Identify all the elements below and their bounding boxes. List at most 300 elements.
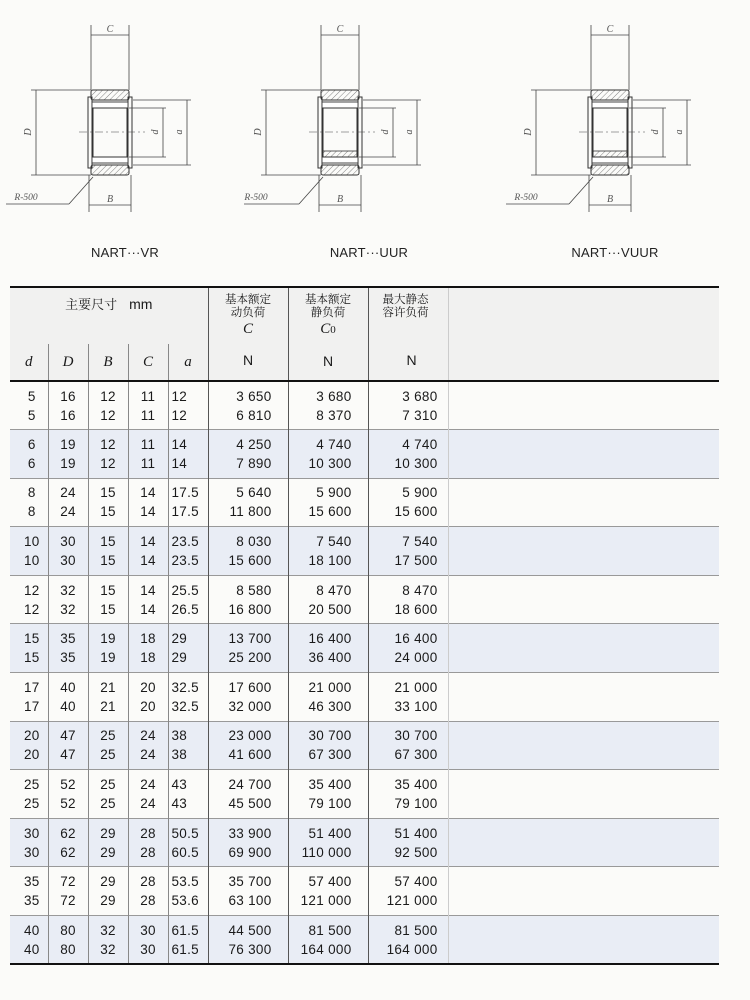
cell-value: 14 — [171, 455, 188, 471]
cell-value: 12 — [23, 582, 40, 598]
table-row — [10, 430, 719, 479]
side-washer-left — [588, 97, 592, 168]
cell-d — [10, 527, 48, 576]
cell-d — [10, 575, 48, 624]
cell-D — [48, 916, 88, 965]
cell-value: 23.5 — [171, 534, 199, 550]
cell-value: 32 — [100, 941, 116, 957]
outer-ring-top — [321, 90, 359, 100]
cell-value: 30 — [23, 825, 40, 841]
cell-value: 30 — [23, 844, 40, 860]
cell-value: 80 — [60, 941, 76, 957]
cell-empty — [448, 721, 719, 770]
cell-value: 25 — [23, 796, 40, 812]
cell-value: 8 370 — [316, 407, 352, 423]
cell-value: 14 — [140, 553, 156, 569]
cell-a — [168, 624, 208, 673]
cell-value: 5 640 — [236, 485, 272, 501]
cell-value: 92 500 — [394, 844, 438, 860]
cell-value: 8 470 — [316, 582, 352, 598]
cell-empty — [448, 770, 719, 819]
cell-value: 7 310 — [402, 407, 438, 423]
cell-value: 12 — [100, 407, 116, 423]
cell-value: 62 — [60, 844, 76, 860]
cell-value: 15 — [100, 485, 116, 501]
cell-d — [10, 770, 48, 819]
cell-max-static-load — [368, 818, 448, 867]
cell-value: 61.5 — [171, 941, 199, 957]
cell-value: 8 580 — [236, 582, 272, 598]
cell-value: 50.5 — [171, 825, 199, 841]
outer-ring-top — [91, 90, 129, 100]
cell-value: 3 650 — [236, 388, 272, 404]
cell-a — [168, 575, 208, 624]
cell-value: 51 400 — [308, 825, 352, 841]
label-b: B — [106, 194, 114, 205]
cell-value: 24 — [140, 777, 156, 793]
cell-d — [10, 673, 48, 722]
bearing-diagram-vr — [0, 0, 250, 240]
cell-value: 57 400 — [308, 874, 352, 890]
cell-value: 18 — [140, 631, 156, 647]
label-b: B — [336, 194, 344, 205]
table-row — [10, 867, 719, 916]
cell-value: 16 — [60, 407, 76, 423]
cell-value: 6 — [27, 436, 36, 452]
cell-value: 32 — [100, 922, 116, 938]
cell-value: 38 — [171, 747, 188, 763]
cell-d — [10, 430, 48, 479]
cell-value: 76 300 — [228, 941, 272, 957]
cell-value: 35 — [60, 631, 76, 647]
bearing-spec-table — [10, 286, 719, 965]
cell-C — [128, 673, 168, 722]
outer-ring-top — [591, 90, 629, 100]
header-static-load-line1: 基本额定 — [305, 294, 352, 306]
header-D: D — [48, 344, 88, 381]
cell-D — [48, 430, 88, 479]
cell-value: 4 740 — [402, 436, 438, 452]
cell-value: 25 200 — [228, 650, 272, 666]
cell-value: 19 — [100, 631, 116, 647]
cell-value: 20 — [23, 728, 40, 744]
cell-value: 11 — [140, 455, 156, 471]
label-small-d: d — [380, 129, 391, 135]
cell-value: 18 600 — [394, 601, 438, 617]
cell-max-static-load — [368, 721, 448, 770]
cell-dynamic-load — [208, 478, 288, 527]
cell-value: 18 100 — [308, 553, 352, 569]
table-row — [10, 673, 719, 722]
cell-d — [10, 624, 48, 673]
cell-value: 29 — [100, 893, 116, 909]
outer-ring-bottom — [591, 165, 629, 175]
cell-B — [88, 381, 128, 430]
cell-static-load — [288, 478, 368, 527]
cell-max-static-load — [368, 624, 448, 673]
inner-ring — [593, 108, 627, 157]
cell-value: 11 — [140, 436, 156, 452]
cell-empty — [448, 381, 719, 430]
cell-static-load — [288, 721, 368, 770]
cell-value: 32 — [60, 601, 76, 617]
label-big-d: D — [253, 128, 264, 136]
cell-value: 53.5 — [171, 874, 199, 890]
cell-value: 35 400 — [394, 777, 438, 793]
cell-d — [10, 381, 48, 430]
cell-value: 25.5 — [171, 582, 199, 598]
cell-value: 14 — [140, 534, 156, 550]
cell-value: 25 — [100, 796, 116, 812]
cell-value: 62 — [60, 825, 76, 841]
cell-value: 16 800 — [228, 601, 272, 617]
outer-ring-bottom — [321, 165, 359, 175]
cell-value: 28 — [140, 825, 156, 841]
cell-d — [10, 916, 48, 965]
cell-static-load — [288, 430, 368, 479]
cell-value: 5 900 — [316, 485, 352, 501]
cell-value: 67 300 — [308, 747, 352, 763]
cell-value: 18 — [140, 650, 156, 666]
cell-value: 16 — [60, 388, 76, 404]
cell-C — [128, 818, 168, 867]
cell-value: 41 600 — [228, 747, 272, 763]
cell-d — [10, 478, 48, 527]
cell-value: 52 — [60, 796, 76, 812]
cell-C — [128, 916, 168, 965]
cell-value: 35 — [23, 893, 40, 909]
needle-roller-top — [592, 102, 628, 108]
table-row — [10, 381, 719, 430]
cell-value: 19 — [60, 455, 76, 471]
cell-value: 14 — [171, 436, 188, 452]
cell-value: 20 — [140, 698, 156, 714]
cell-max-static-load — [368, 575, 448, 624]
cell-value: 3 680 — [402, 388, 438, 404]
cell-value: 21 000 — [394, 679, 438, 695]
cell-value: 14 — [140, 485, 156, 501]
cell-value: 10 300 — [308, 455, 352, 471]
cell-a — [168, 916, 208, 965]
cell-value: 8 470 — [402, 582, 438, 598]
header-dynamic-load-unit: N — [242, 352, 254, 368]
cell-a — [168, 770, 208, 819]
cell-value: 164 000 — [386, 941, 438, 957]
cell-value: 60.5 — [171, 844, 199, 860]
cell-value: 38 — [171, 728, 188, 744]
cell-value: 21 000 — [308, 679, 352, 695]
cell-value: 25 — [100, 728, 116, 744]
table-row — [10, 527, 719, 576]
cell-max-static-load — [368, 867, 448, 916]
cell-value: 11 800 — [229, 504, 272, 520]
cell-value: 40 — [60, 698, 76, 714]
cell-max-static-load — [368, 770, 448, 819]
cell-C — [128, 478, 168, 527]
cell-value: 30 700 — [394, 728, 438, 744]
cell-value: 5 900 — [402, 485, 438, 501]
cell-value: 121 000 — [386, 893, 438, 909]
cell-empty — [448, 818, 719, 867]
header-main-dimensions — [10, 287, 208, 344]
side-washer-left — [88, 97, 92, 168]
cell-B — [88, 867, 128, 916]
cell-value: 28 — [140, 874, 156, 890]
cell-value: 10 — [23, 534, 40, 550]
cell-value: 121 000 — [300, 893, 352, 909]
drawing-nart-vuur — [490, 0, 740, 270]
cell-value: 6 — [27, 455, 36, 471]
header-dynamic-load-line2: 动负荷 — [230, 307, 266, 319]
cell-static-load — [288, 624, 368, 673]
label-radius: R-500 — [14, 193, 38, 203]
cell-value: 110 000 — [301, 844, 352, 860]
cell-value: 5 — [27, 407, 36, 423]
cell-C — [128, 575, 168, 624]
cell-value: 47 — [60, 747, 76, 763]
cell-value: 24 — [140, 796, 156, 812]
header-static-load-line2: 静负荷 — [310, 307, 346, 319]
cell-value: 14 — [140, 601, 156, 617]
cell-value: 15 — [100, 534, 116, 550]
header-dynamic-load-symbol: C — [243, 321, 254, 337]
cell-value: 12 — [100, 436, 116, 452]
cell-B — [88, 527, 128, 576]
cell-D — [48, 867, 88, 916]
header-static-load-symbol: C0 — [320, 321, 336, 337]
cell-empty — [448, 916, 719, 965]
cell-C — [128, 381, 168, 430]
cell-value: 57 400 — [394, 874, 438, 890]
cell-value: 15 600 — [308, 504, 352, 520]
cell-value: 30 — [140, 941, 156, 957]
label-small-d: d — [650, 129, 661, 135]
table-row — [10, 478, 719, 527]
cell-value: 8 030 — [236, 534, 272, 550]
header-dynamic-load-line1: 基本额定 — [225, 294, 272, 306]
table-row — [10, 624, 719, 673]
cell-value: 40 — [23, 922, 40, 938]
cell-value: 17 500 — [394, 553, 438, 569]
cell-value: 16 400 — [394, 631, 438, 647]
cell-value: 26.5 — [171, 601, 199, 617]
cell-value: 46 300 — [308, 698, 352, 714]
cell-value: 24 — [140, 728, 156, 744]
cell-max-static-load — [368, 381, 448, 430]
cell-value: 35 400 — [308, 777, 352, 793]
cell-value: 81 500 — [394, 922, 438, 938]
cell-dynamic-load — [208, 527, 288, 576]
cell-static-load — [288, 527, 368, 576]
cell-B — [88, 478, 128, 527]
header-max-static-load-symbol — [383, 320, 448, 338]
cell-d — [10, 867, 48, 916]
leader-line — [569, 177, 593, 204]
cell-value: 14 — [140, 582, 156, 598]
header-a: a — [168, 344, 208, 381]
cell-value: 35 — [23, 874, 40, 890]
needle-roller-bottom — [592, 157, 628, 163]
cell-a — [168, 867, 208, 916]
cell-B — [88, 818, 128, 867]
cell-dynamic-load — [208, 575, 288, 624]
inner-ring — [323, 108, 357, 157]
label-big-d: D — [23, 128, 34, 136]
cell-value: 7 540 — [316, 534, 352, 550]
cell-max-static-load — [368, 430, 448, 479]
label-radius: R-500 — [514, 193, 538, 203]
outer-ring-bottom — [91, 165, 129, 175]
cell-D — [48, 818, 88, 867]
cell-value: 30 700 — [308, 728, 352, 744]
cell-value: 35 700 — [228, 874, 272, 890]
label-c: C — [336, 24, 344, 35]
cell-value: 29 — [100, 874, 116, 890]
cell-value: 15 600 — [228, 553, 272, 569]
cell-empty — [448, 575, 719, 624]
header-unit-mm: mm — [129, 296, 153, 312]
inner-ring — [93, 108, 127, 157]
cell-value: 43 — [171, 796, 188, 812]
cell-value: 52 — [60, 777, 76, 793]
cell-D — [48, 770, 88, 819]
cell-max-static-load — [368, 527, 448, 576]
cell-value: 15 — [23, 650, 40, 666]
cell-value: 19 — [60, 436, 76, 452]
header-d: d — [10, 344, 48, 381]
cell-value: 47 — [60, 728, 76, 744]
cell-value: 15 — [100, 553, 116, 569]
cell-static-load — [288, 916, 368, 965]
cell-D — [48, 575, 88, 624]
cell-value: 29 — [100, 825, 116, 841]
cell-value: 17 600 — [228, 679, 272, 695]
cell-value: 7 890 — [236, 455, 272, 471]
cell-dynamic-load — [208, 381, 288, 430]
inner-ring-hatch — [593, 151, 627, 157]
cell-value: 28 — [140, 844, 156, 860]
cell-dynamic-load — [208, 673, 288, 722]
needle-roller-bottom — [92, 157, 128, 163]
cell-value: 4 740 — [316, 436, 352, 452]
cell-dynamic-load — [208, 818, 288, 867]
cell-B — [88, 721, 128, 770]
cell-value: 51 400 — [394, 825, 438, 841]
cell-value: 45 500 — [228, 796, 272, 812]
header-static-load — [288, 287, 368, 381]
cell-value: 15 — [100, 504, 116, 520]
cell-value: 32.5 — [171, 679, 199, 695]
cell-B — [88, 673, 128, 722]
cell-static-load — [288, 575, 368, 624]
cell-dynamic-load — [208, 624, 288, 673]
cell-value: 53.6 — [171, 893, 199, 909]
cell-value: 36 400 — [308, 650, 352, 666]
cell-a — [168, 673, 208, 722]
cell-value: 28 — [140, 893, 156, 909]
cell-value: 12 — [171, 388, 188, 404]
drawing-caption: NART···VUUR — [571, 245, 659, 260]
cell-value: 5 — [27, 388, 36, 404]
cell-value: 21 — [100, 679, 116, 695]
cell-value: 30 — [140, 922, 156, 938]
cell-d — [10, 721, 48, 770]
cell-a — [168, 381, 208, 430]
cell-value: 6 810 — [236, 407, 272, 423]
table-body — [10, 381, 719, 964]
cell-C — [128, 867, 168, 916]
cell-max-static-load — [368, 673, 448, 722]
cell-value: 12 — [100, 388, 116, 404]
cell-value: 8 — [27, 504, 36, 520]
cell-value: 12 — [171, 407, 188, 423]
cell-value: 19 — [100, 650, 116, 666]
cell-D — [48, 478, 88, 527]
inner-ring-hatch — [323, 151, 357, 157]
cell-value: 40 — [60, 679, 76, 695]
cell-value: 14 — [140, 504, 156, 520]
cell-value: 25 — [23, 777, 40, 793]
cell-value: 13 700 — [228, 631, 272, 647]
cell-value: 12 — [100, 455, 116, 471]
cell-empty — [448, 478, 719, 527]
cell-value: 30 — [60, 553, 76, 569]
cell-value: 32 — [60, 582, 76, 598]
drawing-nart-uur — [244, 0, 494, 270]
cell-value: 15 — [23, 631, 40, 647]
cell-value: 63 100 — [228, 893, 272, 909]
header-max-static-load — [368, 287, 448, 381]
cell-dynamic-load — [208, 916, 288, 965]
cell-value: 17 — [23, 679, 40, 695]
cell-value: 17 — [23, 698, 40, 714]
table-row — [10, 575, 719, 624]
cell-value: 43 — [171, 777, 188, 793]
drawing-caption: NART···UUR — [329, 245, 409, 260]
label-a: a — [404, 129, 415, 135]
cell-value: 17.5 — [171, 485, 199, 501]
cell-B — [88, 624, 128, 673]
header-B: B — [88, 344, 128, 381]
cell-value: 33 100 — [394, 698, 438, 714]
cell-value: 67 300 — [394, 747, 438, 763]
cell-value: 35 — [60, 650, 76, 666]
cell-value: 15 — [100, 601, 116, 617]
cell-static-load — [288, 381, 368, 430]
cell-B — [88, 770, 128, 819]
header-C: C — [128, 344, 168, 381]
header-empty — [448, 287, 719, 381]
cell-B — [88, 575, 128, 624]
cell-dynamic-load — [208, 430, 288, 479]
cell-static-load — [288, 770, 368, 819]
cell-D — [48, 721, 88, 770]
cell-C — [128, 721, 168, 770]
table-row — [10, 818, 719, 867]
cell-value: 79 100 — [394, 796, 438, 812]
cell-empty — [448, 867, 719, 916]
cell-value: 29 — [171, 631, 188, 647]
cell-value: 29 — [171, 650, 188, 666]
cell-C — [128, 770, 168, 819]
cell-value: 11 — [140, 388, 156, 404]
cell-C — [128, 624, 168, 673]
cell-value: 164 000 — [300, 941, 352, 957]
cell-static-load — [288, 818, 368, 867]
cell-max-static-load — [368, 478, 448, 527]
cell-value: 17.5 — [171, 504, 199, 520]
cell-value: 32.5 — [171, 698, 199, 714]
